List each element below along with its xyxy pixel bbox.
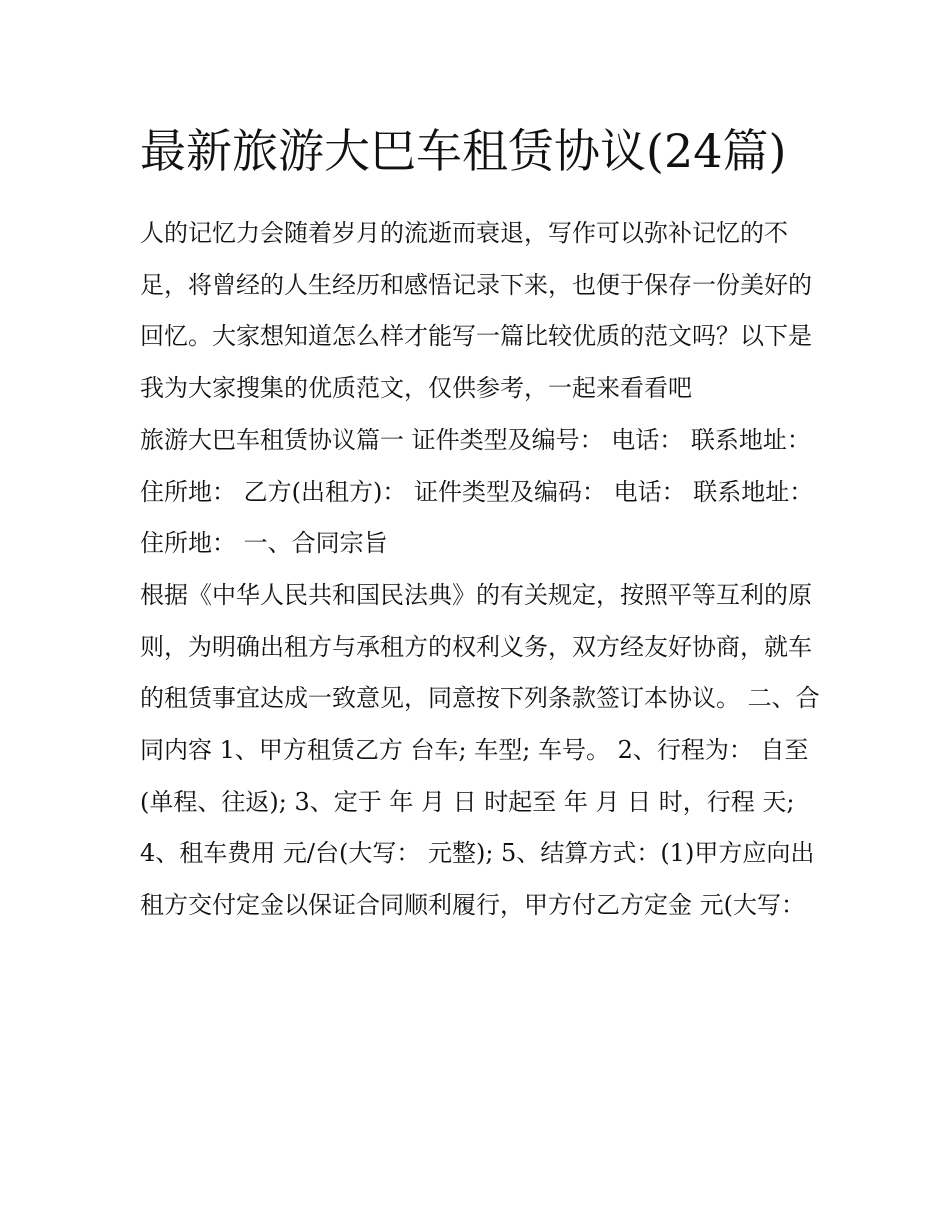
- paragraph-parties: 旅游大巴车租赁协议篇一 证件类型及编号： 电话： 联系地址： 住所地： 乙方(出租方)： 证件类型及编码： 电话： 联系地址： 住所地： 一、合同宗旨: [140, 425, 814, 558]
- document-title: 最新旅游大巴车租赁协议(24篇): [140, 124, 787, 178]
- paragraph-terms: 根据《中华人民共和国民法典》的有关规定，按照平等互利的原则，为明确出租方与承租方的权利义务，双方经友好协商，就车的租赁事宜达成一致意见，同意按下列条款签订本协议。 二、合同内容 1、甲方租赁乙方 台车; 车型; 车号。 2、行程为： 自至 (单程、往返); 3、定于 年 月 日 时起至 年 月 日 时，行程 天;: [140, 580, 820, 816]
- paragraph-fees: 4、租车费用 元/台(大写： 元整); 5、结算方式：(1)甲方应向出租方交付定金以保证合同顺利履行，甲方付乙方定金 元(大写：: [140, 839, 815, 920]
- document-content: [140, 112, 820, 932]
- paragraph-intro: 人的记忆力会随着岁月的流逝而衰退，写作可以弥补记忆的不足，将曾经的人生经历和感悟记录下来，也便于保存一份美好的回忆。大家想知道怎么样才能写一篇比较优质的范文吗？以下是我为大家搜集的优质范文，仅供参考，一起来看看吧: [140, 219, 812, 403]
